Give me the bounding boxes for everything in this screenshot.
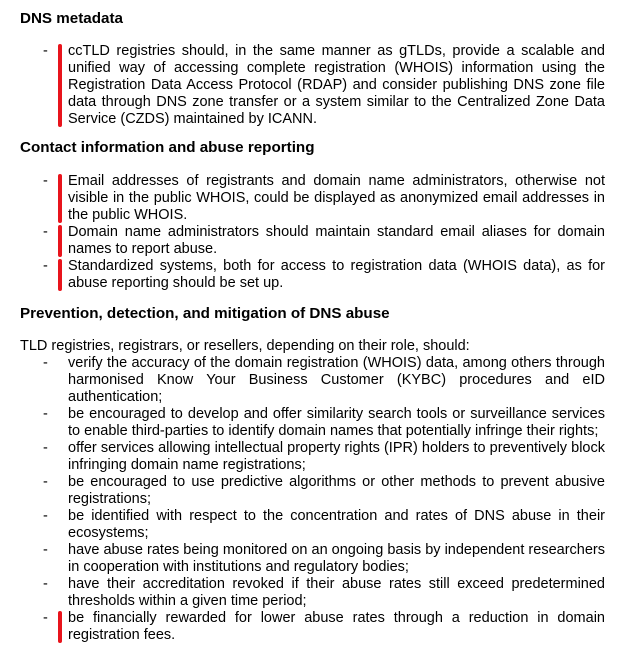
list-item-accreditation-revoked: [20, 576, 605, 610]
list-item-text: be encouraged to develop and offer similarity search tools or surveillance services to enable third-parties to identify domain names that potentially infringe their rights;: [68, 406, 605, 439]
list-item-financial-reward: [20, 610, 605, 644]
heading-dns-metadata: DNS metadata: [20, 10, 123, 27]
list-item-text: Domain name administrators should maintain standard email aliases for domain names to report abuse.: [68, 224, 605, 257]
highlight-bar: [58, 259, 62, 291]
list-item-cctld-rdap: [20, 43, 605, 128]
dash-bullet: -: [43, 258, 48, 274]
highlight-bar: [58, 174, 62, 223]
dash-bullet: -: [43, 406, 48, 422]
prevention-intro: TLD registries, registrars, or resellers, depending on their role, should:: [20, 338, 470, 354]
list-item-abuse-monitoring: [20, 542, 605, 576]
section-prevention: [20, 305, 605, 644]
list-item-text: offer services allowing intellectual property rights (IPR) holders to preventively block infringing domain name registrations;: [68, 440, 605, 473]
dash-bullet: -: [43, 508, 48, 524]
dash-bullet: -: [43, 355, 48, 371]
list-item-text: be encouraged to use predictive algorithms or other methods to prevent abusive registrations;: [68, 474, 605, 507]
heading-contact-information: Contact information and abuse reporting: [20, 139, 315, 156]
dash-bullet: -: [43, 610, 48, 626]
list-item-ipr-blocking: [20, 440, 605, 474]
list-item-text: Standardized systems, both for access to registration data (WHOIS data), as for abuse reporting should be set up.: [68, 258, 605, 291]
highlight-bar: [58, 225, 62, 257]
list-item-abuse-concentration: [20, 508, 605, 542]
list-prevention: [20, 355, 605, 644]
list-item-text: Email addresses of registrants and domain name administrators, otherwise not visible in the public WHOIS, could be displayed as anonymized email addresses in the public WHOIS.: [68, 173, 605, 223]
dash-bullet: -: [43, 542, 48, 558]
section-contact-information: [20, 139, 605, 292]
dash-bullet: -: [43, 440, 48, 456]
heading-prevention: Prevention, detection, and mitigation of DNS abuse: [20, 305, 390, 322]
list-contact-information: [20, 173, 605, 292]
list-item-standardized-systems: [20, 258, 605, 292]
list-item-text: have abuse rates being monitored on an ongoing basis by independent researchers in cooperation with institutions and regulatory bodies;: [68, 542, 605, 575]
list-item-text: ccTLD registries should, in the same manner as gTLDs, provide a scalable and unified way of accessing complete registration (WHOIS) information using the Registration Data Access Protocol (RDAP) and consider publishing DNS zone file data through DNS zone transfer or a system similar to the Centralized Zone Data Service (CZDS) maintained by ICANN.: [68, 43, 605, 127]
highlight-bar: [58, 44, 62, 127]
list-item-predictive-algorithms: [20, 474, 605, 508]
list-item-text: have their accreditation revoked if their abuse rates still exceed predetermined thresholds within a given time period;: [68, 576, 605, 609]
list-item-text: be identified with respect to the concentration and rates of DNS abuse in their ecosystems;: [68, 508, 605, 541]
dash-bullet: -: [43, 576, 48, 592]
section-dns-metadata: [20, 10, 605, 128]
list-dns-metadata: [20, 43, 605, 128]
list-item-email-aliases: [20, 224, 605, 258]
list-item-anonymized-email: [20, 173, 605, 224]
document-page: [20, 8, 605, 644]
highlight-bar: [58, 611, 62, 643]
list-item-verify-accuracy: [20, 355, 605, 406]
list-item-similarity-search: [20, 406, 605, 440]
dash-bullet: -: [43, 43, 48, 59]
dash-bullet: -: [43, 173, 48, 189]
list-item-text: be financially rewarded for lower abuse rates through a reduction in domain registration fees.: [68, 610, 605, 643]
list-item-text: verify the accuracy of the domain registration (WHOIS) data, among others through harmonised Know Your Business Customer (KYBC) procedures and eID authentication;: [68, 355, 605, 405]
dash-bullet: -: [43, 224, 48, 240]
dash-bullet: -: [43, 474, 48, 490]
